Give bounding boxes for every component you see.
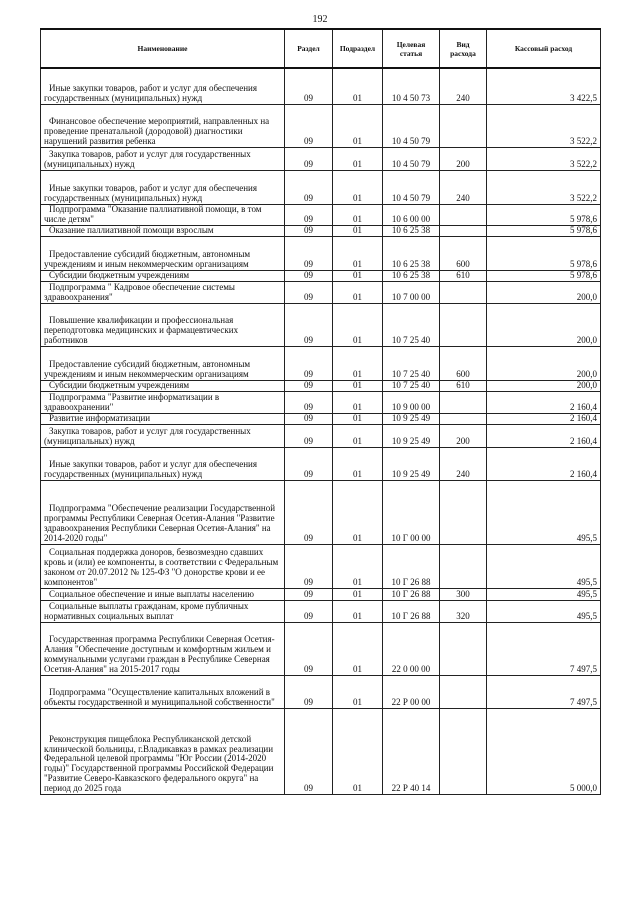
- cell-name: Закупка товаров, работ и услуг для государственных (муниципальных) нужд: [41, 424, 285, 447]
- table-body: [41, 68, 601, 794]
- cell-target: 10 Г 26 88: [383, 600, 440, 622]
- header-amount: Кассовый расход: [487, 29, 601, 68]
- cell-name: Подпрограмма "Развитие информатизации в здравоохранении": [41, 391, 285, 413]
- cell-target: 10 6 25 38: [383, 225, 440, 236]
- cell-name: Социальная поддержка доноров, безвозмездно сдавших кровь и (или) ее компоненты, в соответствии с Федеральным законом от 20.07.2012 № 125-ФЗ "О донорстве крови и ее компонентов": [41, 544, 285, 588]
- cell-section: 09: [285, 480, 333, 544]
- cell-target: 10 Г 26 88: [383, 544, 440, 588]
- table-row: [41, 303, 601, 346]
- cell-kind: 610: [440, 380, 487, 391]
- cell-kind: 320: [440, 600, 487, 622]
- header-subsection: Подраздел: [333, 29, 383, 68]
- table-row: [41, 68, 601, 104]
- cell-section: 09: [285, 303, 333, 346]
- cell-subsection: 01: [333, 147, 383, 170]
- cell-subsection: 01: [333, 708, 383, 794]
- cell-target: 22 Р 40 14: [383, 708, 440, 794]
- cell-amount: 3 422,5: [487, 68, 601, 104]
- cell-target: 10 4 50 79: [383, 104, 440, 147]
- cell-name: Подпрограмма " Кадровое обеспечение системы здравоохранения": [41, 281, 285, 303]
- cell-kind: [440, 104, 487, 147]
- cell-section: 09: [285, 622, 333, 675]
- table-row: [41, 675, 601, 708]
- cell-section: 09: [285, 204, 333, 225]
- cell-section: 09: [285, 708, 333, 794]
- cell-amount: 200,0: [487, 303, 601, 346]
- cell-kind: [440, 544, 487, 588]
- cell-name: Реконструкция пищеблока Республиканской детской клинической больницы, г.Владикавказ в рамках реализации Федеральной целевой программы "Юг России (2014-2020 годы)" Государственной программы Российской Федерации "Развитие Северо-Кавказского федерального округа" на период до 2025 года: [41, 708, 285, 794]
- cell-kind: 300: [440, 588, 487, 600]
- cell-amount: 7 497,5: [487, 622, 601, 675]
- cell-name: Предоставление субсидий бюджетным, автономным учреждениям и иным некоммерческим организациям: [41, 236, 285, 270]
- page-number: 192: [312, 14, 328, 25]
- cell-target: 10 7 00 00: [383, 281, 440, 303]
- cell-subsection: 01: [333, 622, 383, 675]
- cell-name: Подпрограмма "Осуществление капитальных вложений в объекты государственной и муниципальной собственности": [41, 675, 285, 708]
- cell-subsection: 01: [333, 675, 383, 708]
- cell-name: Подпрограмма "Оказание паллиативной помощи, в том числе детям": [41, 204, 285, 225]
- cell-subsection: 01: [333, 346, 383, 380]
- cell-amount: 5 978,6: [487, 225, 601, 236]
- cell-name: Закупка товаров, работ и услуг для государственных (муниципальных) нужд: [41, 147, 285, 170]
- header-name: Наименование: [41, 29, 285, 68]
- table-row: [41, 424, 601, 447]
- cell-name: Субсидии бюджетным учреждениям: [41, 270, 285, 281]
- cell-kind: [440, 622, 487, 675]
- cell-section: 09: [285, 236, 333, 270]
- cell-section: 09: [285, 391, 333, 413]
- cell-kind: [440, 281, 487, 303]
- cell-subsection: 01: [333, 447, 383, 480]
- cell-amount: 2 160,4: [487, 391, 601, 413]
- cell-subsection: 01: [333, 380, 383, 391]
- cell-subsection: 01: [333, 600, 383, 622]
- table-row: [41, 380, 601, 391]
- cell-kind: [440, 480, 487, 544]
- cell-target: 10 9 25 49: [383, 424, 440, 447]
- cell-amount: 5 000,0: [487, 708, 601, 794]
- cell-subsection: 01: [333, 413, 383, 424]
- cell-section: 09: [285, 104, 333, 147]
- cell-section: 09: [285, 588, 333, 600]
- cell-name: Подпрограмма "Обеспечение реализации Государственной программы Республики Северная Осетия-Алания "Развитие здравоохранения Республики Северная Осетия-Алания" на 2014-2020 годы": [41, 480, 285, 544]
- table-row: [41, 346, 601, 380]
- cell-kind: [440, 303, 487, 346]
- cell-amount: 5 978,6: [487, 204, 601, 225]
- cell-kind: 240: [440, 447, 487, 480]
- cell-target: 10 9 00 00: [383, 391, 440, 413]
- cell-amount: 3 522,2: [487, 147, 601, 170]
- cell-target: 10 4 50 79: [383, 170, 440, 204]
- cell-section: 09: [285, 270, 333, 281]
- cell-kind: [440, 204, 487, 225]
- cell-subsection: 01: [333, 236, 383, 270]
- table-row: [41, 588, 601, 600]
- cell-section: 09: [285, 346, 333, 380]
- cell-section: 09: [285, 600, 333, 622]
- cell-subsection: 01: [333, 391, 383, 413]
- cell-section: 09: [285, 447, 333, 480]
- cell-section: 09: [285, 281, 333, 303]
- table-row: [41, 708, 601, 794]
- cell-subsection: 01: [333, 270, 383, 281]
- cell-target: 10 4 50 79: [383, 147, 440, 170]
- cell-section: 09: [285, 147, 333, 170]
- cell-target: 10 Г 26 88: [383, 588, 440, 600]
- cell-subsection: 01: [333, 480, 383, 544]
- cell-amount: 5 978,6: [487, 270, 601, 281]
- table-row: [41, 544, 601, 588]
- cell-name: Оказание паллиативной помощи взрослым: [41, 225, 285, 236]
- cell-target: 10 4 50 73: [383, 68, 440, 104]
- cell-name: Субсидии бюджетным учреждениям: [41, 380, 285, 391]
- table-row: [41, 270, 601, 281]
- cell-amount: 2 160,4: [487, 413, 601, 424]
- table-row: [41, 281, 601, 303]
- cell-target: 10 9 25 49: [383, 447, 440, 480]
- table-row: [41, 204, 601, 225]
- cell-subsection: 01: [333, 68, 383, 104]
- cell-section: 09: [285, 68, 333, 104]
- cell-subsection: 01: [333, 104, 383, 147]
- cell-subsection: 01: [333, 424, 383, 447]
- cell-subsection: 01: [333, 303, 383, 346]
- cell-subsection: 01: [333, 544, 383, 588]
- cell-amount: 2 160,4: [487, 447, 601, 480]
- cell-kind: 200: [440, 424, 487, 447]
- cell-kind: [440, 391, 487, 413]
- cell-amount: 495,5: [487, 544, 601, 588]
- cell-kind: 200: [440, 147, 487, 170]
- cell-target: 10 Г 00 00: [383, 480, 440, 544]
- table-row: [41, 104, 601, 147]
- cell-kind: 610: [440, 270, 487, 281]
- header-target: Целевая статья: [383, 29, 440, 68]
- header-kind: Вид расхода: [440, 29, 487, 68]
- cell-target: 10 7 25 40: [383, 303, 440, 346]
- cell-amount: 495,5: [487, 588, 601, 600]
- cell-target: 10 6 00 00: [383, 204, 440, 225]
- expenditure-table: [40, 28, 601, 795]
- table-row: [41, 480, 601, 544]
- cell-section: 09: [285, 380, 333, 391]
- cell-amount: 2 160,4: [487, 424, 601, 447]
- table-row: [41, 236, 601, 270]
- cell-kind: 240: [440, 68, 487, 104]
- cell-name: Финансовое обеспечение мероприятий, направленных на проведение пренатальной (дородовой) диагностики нарушений развития ребенка: [41, 104, 285, 147]
- cell-subsection: 01: [333, 204, 383, 225]
- cell-name: Иные закупки товаров, работ и услуг для обеспечения государственных (муниципальных) нужд: [41, 68, 285, 104]
- cell-amount: 5 978,6: [487, 236, 601, 270]
- cell-name: Иные закупки товаров, работ и услуг для обеспечения государственных (муниципальных) нужд: [41, 447, 285, 480]
- cell-target: 22 0 00 00: [383, 622, 440, 675]
- table-row: [41, 600, 601, 622]
- cell-kind: [440, 413, 487, 424]
- table-header: [41, 29, 601, 68]
- cell-name: Предоставление субсидий бюджетным, автономным учреждениям и иным некоммерческим организациям: [41, 346, 285, 380]
- cell-amount: 200,0: [487, 281, 601, 303]
- cell-name: Государственная программа Республики Северная Осетия-Алания "Обеспечение доступным и комфортным жильем и коммунальными услугами граждан в Республике Северная Осетия-Алания" на 2015-2017 годы: [41, 622, 285, 675]
- cell-kind: [440, 225, 487, 236]
- cell-target: 10 6 25 38: [383, 270, 440, 281]
- cell-amount: 3 522,2: [487, 170, 601, 204]
- cell-target: 22 Р 00 00: [383, 675, 440, 708]
- cell-subsection: 01: [333, 588, 383, 600]
- cell-subsection: 01: [333, 281, 383, 303]
- cell-name: Иные закупки товаров, работ и услуг для обеспечения государственных (муниципальных) нужд: [41, 170, 285, 204]
- table-row: [41, 413, 601, 424]
- cell-kind: 600: [440, 236, 487, 270]
- cell-amount: 3 522,2: [487, 104, 601, 147]
- cell-target: 10 7 25 40: [383, 380, 440, 391]
- cell-name: Развитие информатизации: [41, 413, 285, 424]
- cell-kind: 600: [440, 346, 487, 380]
- cell-kind: 240: [440, 170, 487, 204]
- cell-target: 10 6 25 38: [383, 236, 440, 270]
- cell-amount: 495,5: [487, 600, 601, 622]
- cell-section: 09: [285, 225, 333, 236]
- cell-section: 09: [285, 675, 333, 708]
- table-row: [41, 391, 601, 413]
- header-section: Раздел: [285, 29, 333, 68]
- table-row: [41, 622, 601, 675]
- cell-subsection: 01: [333, 225, 383, 236]
- cell-kind: [440, 675, 487, 708]
- cell-amount: 7 497,5: [487, 675, 601, 708]
- cell-amount: 495,5: [487, 480, 601, 544]
- cell-subsection: 01: [333, 170, 383, 204]
- cell-target: 10 9 25 49: [383, 413, 440, 424]
- cell-name: Социальное обеспечение и иные выплаты населению: [41, 588, 285, 600]
- cell-name: Социальные выплаты гражданам, кроме публичных нормативных социальных выплат: [41, 600, 285, 622]
- cell-target: 10 7 25 40: [383, 346, 440, 380]
- cell-section: 09: [285, 544, 333, 588]
- cell-kind: [440, 708, 487, 794]
- cell-section: 09: [285, 170, 333, 204]
- table-row: [41, 225, 601, 236]
- table-row: [41, 447, 601, 480]
- cell-name: Повышение квалификации и профессиональная переподготовка медицинских и фармацевтических работников: [41, 303, 285, 346]
- cell-amount: 200,0: [487, 380, 601, 391]
- table-row: [41, 170, 601, 204]
- cell-section: 09: [285, 413, 333, 424]
- cell-amount: 200,0: [487, 346, 601, 380]
- table-row: [41, 147, 601, 170]
- cell-section: 09: [285, 424, 333, 447]
